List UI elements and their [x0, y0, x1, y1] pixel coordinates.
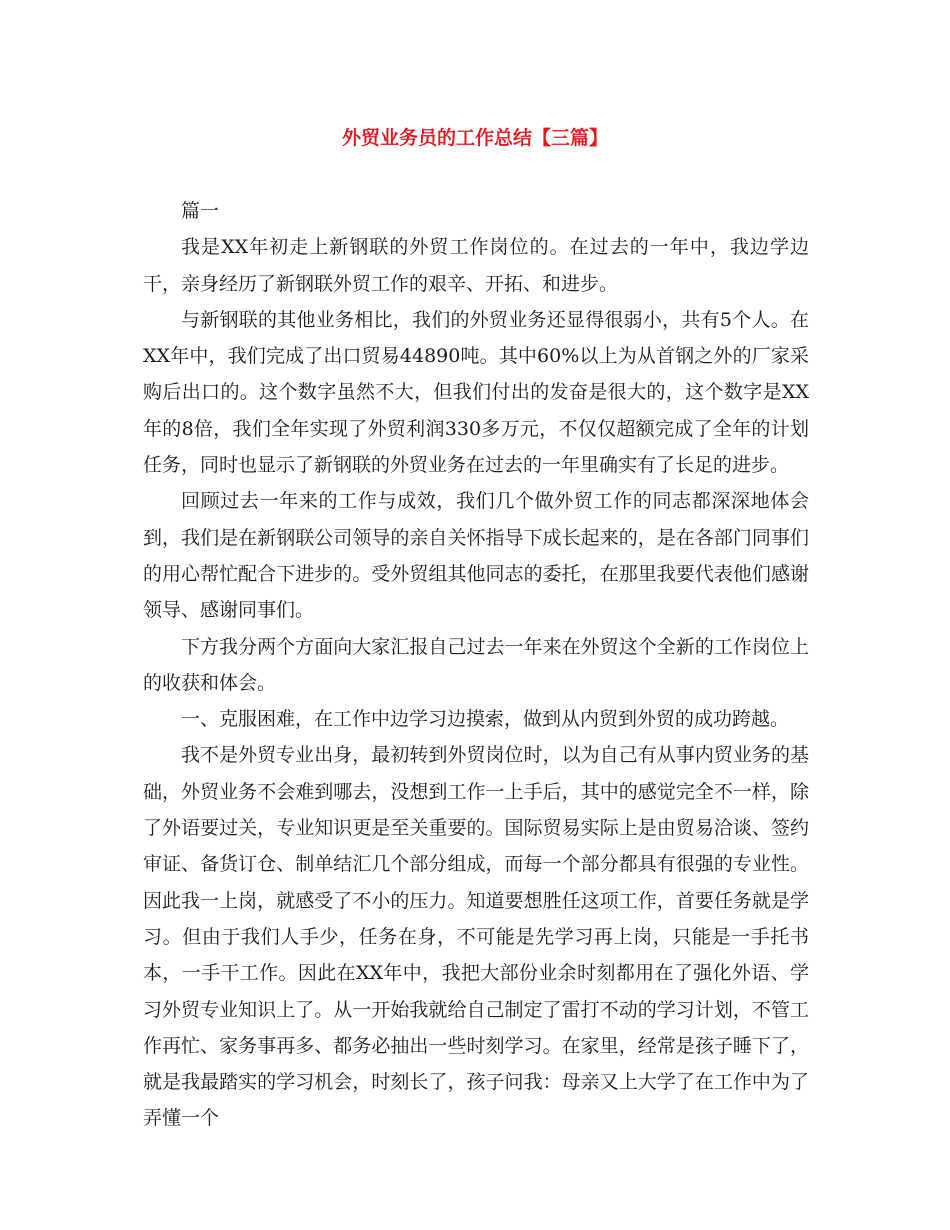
body-paragraph: 与新钢联的其他业务相比，我们的外贸业务还显得很弱小，共有5个人。在XX年中，我们完成了出口贸易44890吨。其中60%以上为从首钢之外的厂家采购后出口的。这个数字虽然不大，但我们付出的发奋是很大的，这个数字是XX年的8倍，我们全年实现了外贸利润330多万元，不仅仅超额完成了全年的计划任务，同时也显示了新钢联的外贸业务在过去的一年里确实有了长足的进步。	[143, 308, 809, 477]
document-title: 外贸业务员的工作总结【三篇】	[341, 127, 608, 149]
document-body	[143, 193, 809, 1137]
subsection-heading: 一、克服困难，在工作中边学习边摸索，做到从内贸到外贸的成功跨越。	[181, 708, 790, 731]
section-heading: 篇一	[181, 200, 220, 222]
body-paragraph: 我不是外贸专业出身，最初转到外贸岗位时，以为自己有从事内贸业务的基础，外贸业务不会难到哪去，没想到工作一上手后，其中的感觉完全不一样，除了外语要过关，专业知识更是至关重要的。国际贸易实际上是由贸易洽谈、签约审证、备货订仓、制单结汇几个部分组成，而每一个部分都具有很强的专业性。因此我一上岗，就感受了不小的压力。知道要想胜任这项工作，首要任务就是学习。但由于我们人手少，任务在身，不可能是先学习再上岗，只能是一手托书本，一手干工作。因此在XX年中，我把大部份业余时刻都用在了强化外语、学习外贸专业知识上了。从一开始我就给自己制定了雷打不动的学习计划，不管工作再忙、家务事再多、都务必抽出一些时刻学习。在家里，经常是孩子睡下了，就是我最踏实的学习机会，时刻长了，孩子问我：母亲又上大学了在工作中为了弄懂一个	[143, 744, 809, 1130]
body-paragraph: 我是XX年初走上新钢联的外贸工作岗位的。在过去的一年中，我边学边干，亲身经历了新钢联外贸工作的艰辛、开拓、和进步。	[143, 236, 809, 295]
body-paragraph: 下方我分两个方面向大家汇报自己过去一年来在外贸这个全新的工作岗位上的收获和体会。	[143, 635, 809, 694]
body-paragraph: 回顾过去一年来的工作与成效，我们几个做外贸工作的同志都深深地体会到，我们是在新钢联公司领导的亲自关怀指导下成长起来的，是在各部门同事们的用心帮忙配合下进步的。受外贸组其他同志的委托，在那里我要代表他们感谢领导、感谢同事们。	[143, 490, 809, 622]
